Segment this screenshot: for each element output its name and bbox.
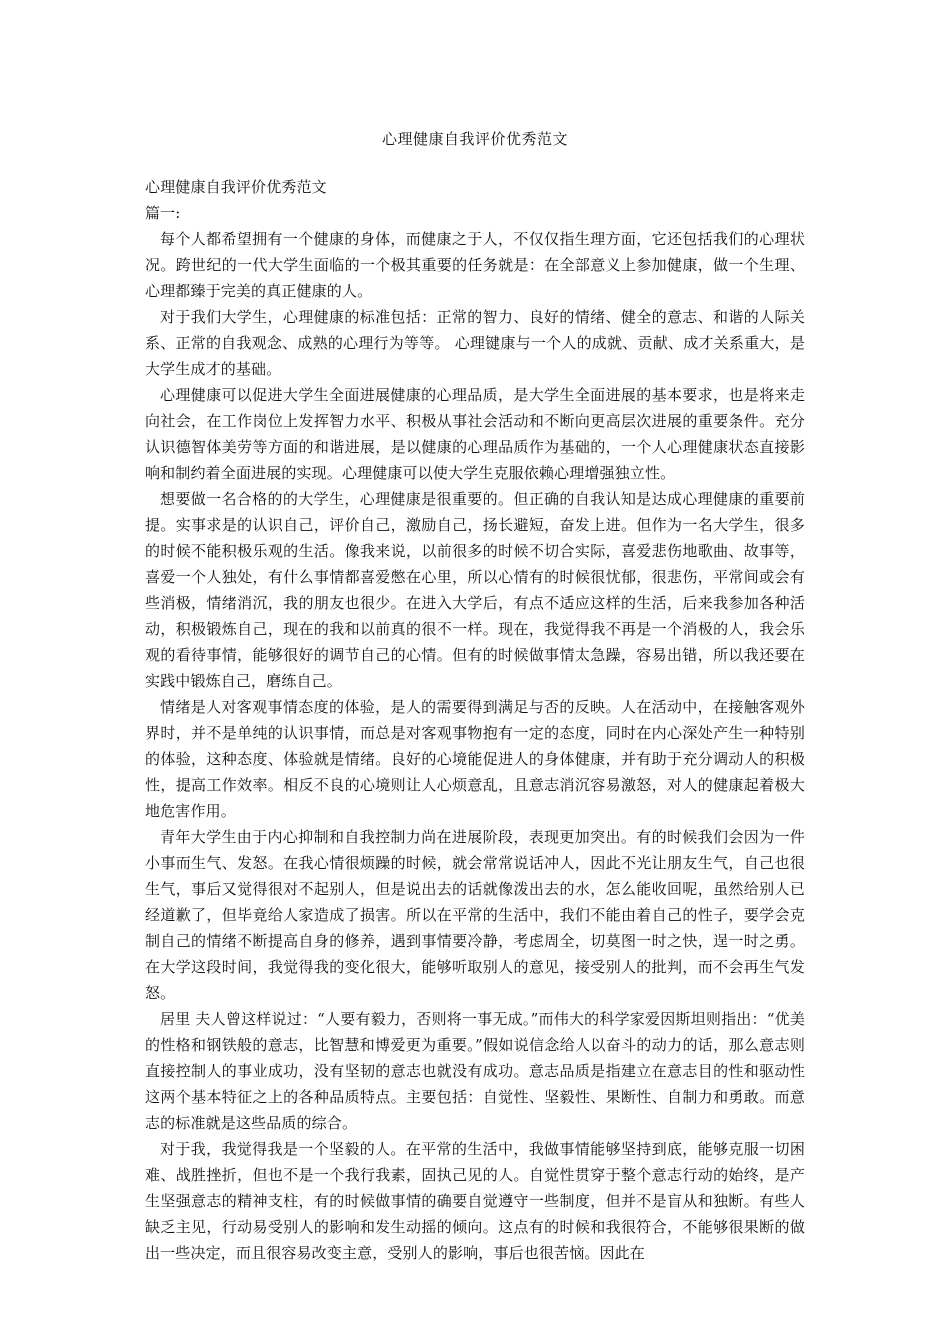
document-title: 心理健康自我评价优秀范文 — [381, 130, 568, 148]
paragraph-5: 情绪是人对客观事情态度的体验，是人的需要得到满足与否的反映。人在活动中，在接触客观外界时，并不是单纯的认识事情，而总是对客观事物抱有一定的态度，同时在内心深处产生一种特别的体验，这种态度、体验就是情绪。良好的心境能促进人的身体健康，并有助于充分调动人的积极性，提高工作效率。相反不良的心境则让人心烦意乱，且意志消沉容易激怒，对人的健康起着极大地危害作用。 — [145, 698, 805, 820]
paragraph-1: 每个人都希望拥有一个健康的身体，而健康之于人，不仅仅指生理方面，它还包括我们的心理状况。跨世纪的一代大学生面临的一个极其重要的任务就是：在全部意义上参加健康，做一个生理、心理都臻于完美的真正健康的人。 — [145, 230, 805, 300]
paragraph-7: 居里 夫人曾这样说过：“人要有毅力，否则将一事无成。”而伟大的科学家爱因斯坦则指出：“优美的性格和钢铁般的意志，比智慧和博爱更为重要。”假如说信念给人以奋斗的动力的话，那么意志则直接控制人的事业成功，没有坚韧的意志也就没有成功。意志品质是指建立在意志目的性和驱动性这两个基本特征之上的各种品质特点。主要包括：自觉性、坚毅性、果断性、自制力和勇敢。而意志的标准就是这些品质的综合。 — [145, 1010, 805, 1132]
section-label: 篇一: — [145, 204, 181, 222]
paragraph-2: 对于我们大学生，心理健康的标准包括：正常的智力、良好的情绪、健全的意志、和谐的人际关系、正常的自我观念、成熟的心理行为等等。 心理键康与一个人的成就、贡献、成才关系重大，是大学生成才的基础。 — [145, 308, 805, 378]
document-subtitle: 心理健康自我评价优秀范文 — [145, 178, 327, 196]
paragraph-4: 想要做一名合格的的大学生，心理健康是很重要的。但正确的自我认知是达成心理健康的重要前提。实事求是的认识自己，评价自己，激励自己，扬长避短，奋发上进。但作为一名大学生，很多的时候不能积极乐观的生活。像我来说，以前很多的时候不切合实际，喜爱悲伤地歌曲、故事等，喜爱一个人独处，有什么事情都喜爱憋在心里，所以心情有的时候很忧郁，很悲伤，平常间或会有些消极，情绪消沉，我的朋友也很少。在进入大学后，有点不适应这样的生活，后来我参加各种活动，积极锻炼自己，现在的我和以前真的很不一样。现在，我觉得我不再是一个消极的人，我会乐观的看待事情，能够很好的调节自己的心情。但有的时候做事情太急躁，容易出错，所以我还要在实践中锻炼自己，磨练自己。 — [145, 490, 805, 690]
paragraph-3: 心理健康可以促进大学生全面进展健康的心理品质，是大学生全面进展的基本要求，也是将来走向社会，在工作岗位上发挥智力水平、积极从事社会活动和不断向更高层次进展的重要条件。充分认识德智体美劳等方面的和谐进展，是以健康的心理品质作为基础的，一个人心理健康状态直接影响和制约着全面进展的实现。心理健康可以使大学生克服依赖心理增强独立性。 — [145, 386, 805, 482]
document-body — [145, 174, 805, 1266]
paragraph-8: 对于我，我觉得我是一个坚毅的人。在平常的生活中，我做事情能够坚持到底，能够克服一切困难、战胜挫折，但也不是一个我行我素，固执己见的人。自觉性贯穿于整个意志行动的始终，是产生坚强意志的精神支柱，有的时候做事情的确要自觉遵守一些制度，但并不是盲从和独断。有些人缺乏主见，行动易受别人的影响和发生动摇的倾向。这点有的时候和我很符合，不能够很果断的做出一些决定，而且很容易改变主意，受别人的影响，事后也很苦恼。因此在 — [145, 1140, 805, 1262]
paragraph-6: 青年大学生由于内心抑制和自我控制力尚在进展阶段，表现更加突出。有的时候我们会因为一件小事而生气、发怒。在我心情很烦躁的时候，就会常常说话冲人，因此不光让朋友生气，自己也很生气，事后又觉得很对不起别人，但是说出去的话就像泼出去的水，怎么能收回呢，虽然给别人已经道歉了，但毕竟给人家造成了损害。所以在平常的生活中，我们不能由着自己的性子，要学会克制自己的情绪不断提高自身的修养，遇到事情要冷静，考虑周全，切莫图一时之快，逞一时之勇。在大学这段时间，我觉得我的变化很大，能够听取别人的意见，接受别人的批判，而不会再生气发怒。 — [145, 828, 805, 1002]
